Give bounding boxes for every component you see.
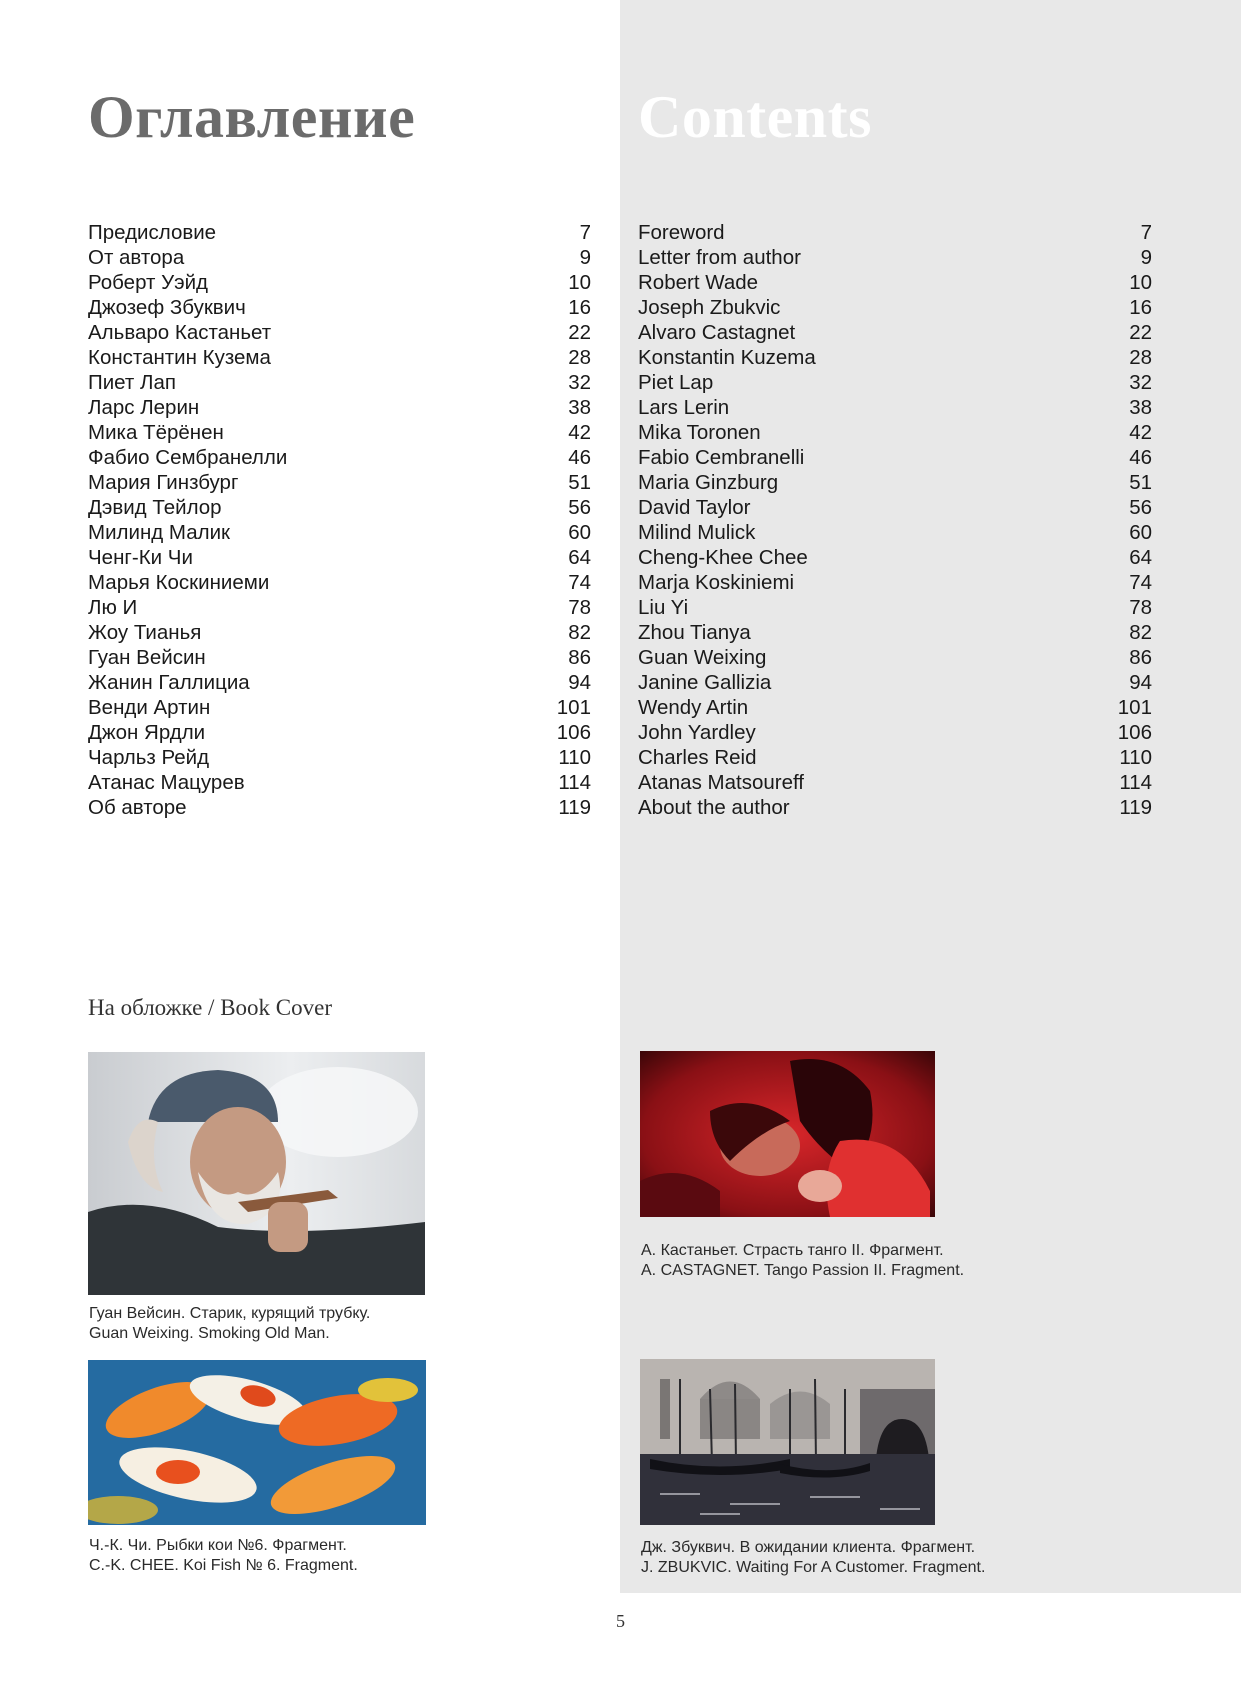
toc-row[interactable] <box>638 220 1152 245</box>
toc-row[interactable] <box>88 695 591 720</box>
toc-row[interactable] <box>638 695 1152 720</box>
toc-entry-page: 10 <box>1129 271 1152 294</box>
toc-entry-title: Maria Ginzburg <box>638 471 779 494</box>
toc-row[interactable] <box>638 520 1152 545</box>
caption-tango-passion <box>641 1241 964 1281</box>
toc-entry-page: 51 <box>568 471 591 494</box>
toc-row[interactable] <box>88 570 591 595</box>
toc-row[interactable] <box>638 270 1152 295</box>
toc-entry-title: Об авторе <box>88 796 187 819</box>
toc-entry-page: 101 <box>1117 696 1152 719</box>
toc-entry-page: 110 <box>1119 746 1152 769</box>
toc-entry-page: 22 <box>1129 321 1152 344</box>
toc-entry-page: 32 <box>1129 371 1152 394</box>
toc-row[interactable] <box>638 770 1152 795</box>
toc-entry-title: От автора <box>88 246 185 269</box>
toc-row[interactable] <box>88 445 591 470</box>
toc-entry-title: Роберт Уэйд <box>88 271 209 294</box>
toc-row[interactable] <box>88 670 591 695</box>
toc-row[interactable] <box>88 720 591 745</box>
toc-entry-title: Мика Тёрёнен <box>88 421 224 444</box>
painting-koi-fish-image <box>88 1360 426 1525</box>
toc-row[interactable] <box>638 345 1152 370</box>
toc-entry-title: Марья Коскиниеми <box>88 571 270 594</box>
toc-entry-title: Ченг-Ки Чи <box>88 546 193 569</box>
toc-row[interactable] <box>88 770 591 795</box>
toc-entry-page: 110 <box>558 746 591 769</box>
toc-entry-title: Cheng-Khee Chee <box>638 546 808 569</box>
toc-row[interactable] <box>88 595 591 620</box>
toc-entry-page: 64 <box>1129 546 1152 569</box>
toc-entry-title: Предисловие <box>88 221 217 244</box>
toc-row[interactable] <box>638 595 1152 620</box>
toc-entry-page: 38 <box>568 396 591 419</box>
toc-row[interactable] <box>638 670 1152 695</box>
book-cover-heading: На обложке / Book Cover <box>88 995 332 1020</box>
toc-entry-title: Milind Mulick <box>638 521 756 544</box>
painting-smoking-old-man <box>88 1052 425 1295</box>
toc-entry-title: Alvaro Castagnet <box>638 321 796 344</box>
toc-entry-page: 42 <box>1129 421 1152 444</box>
toc-entry-page: 9 <box>1140 246 1152 269</box>
toc-entry-page: 119 <box>558 796 591 819</box>
toc-entry-page: 42 <box>568 421 591 444</box>
toc-entry-title: Charles Reid <box>638 746 757 769</box>
toc-row[interactable] <box>638 245 1152 270</box>
toc-entry-page: 64 <box>568 546 591 569</box>
toc-entry-page: 16 <box>1129 296 1152 319</box>
toc-entry-page: 78 <box>1129 596 1152 619</box>
toc-entry-title: Гуан Вейсин <box>88 646 206 669</box>
toc-entry-page: 60 <box>568 521 591 544</box>
toc-entry-page: 46 <box>1129 446 1152 469</box>
toc-entry-title: Пиет Лап <box>88 371 176 394</box>
toc-row[interactable] <box>638 645 1152 670</box>
toc-entry-page: 56 <box>568 496 591 519</box>
toc-row[interactable] <box>88 345 591 370</box>
toc-entry-title: Wendy Artin <box>638 696 749 719</box>
toc-entry-title: About the author <box>638 796 790 819</box>
toc-entry-title: Жоу Тианья <box>88 621 202 644</box>
painting-waiting-for-a-customer-image <box>640 1359 935 1525</box>
caption-line-en: C.-K. CHEE. Koi Fish № 6. Fragment. <box>89 1557 358 1574</box>
toc-entry-title: Robert Wade <box>638 271 759 294</box>
toc-row[interactable] <box>638 495 1152 520</box>
toc-row[interactable] <box>88 495 591 520</box>
toc-entry-title: Marja Koskiniemi <box>638 571 795 594</box>
toc-entry-page: 82 <box>568 621 591 644</box>
caption-line-ru: Гуан Вейсин. Старик, курящий трубку. <box>89 1305 371 1322</box>
toc-entry-title: Zhou Tianya <box>638 621 751 644</box>
painting-waiting-for-a-customer <box>640 1359 935 1525</box>
toc-entry-page: 86 <box>568 646 591 669</box>
toc-entry-title: Атанас Мацурев <box>88 771 245 794</box>
caption-line-ru: А. Кастаньет. Страсть танго II. Фрагмент. <box>641 1242 944 1259</box>
toc-entry-page: 94 <box>1129 671 1152 694</box>
toc-row[interactable] <box>88 745 591 770</box>
toc-entry-page: 101 <box>556 696 591 719</box>
toc-row[interactable] <box>88 270 591 295</box>
caption-smoking-old-man <box>89 1304 370 1344</box>
toc-entry-page: 16 <box>568 296 591 319</box>
toc-row[interactable] <box>88 795 591 820</box>
toc-row[interactable] <box>88 220 591 245</box>
toc-entry-page: 46 <box>568 446 591 469</box>
toc-entry-title: Ларс Лерин <box>88 396 200 419</box>
toc-entry-title: Мария Гинзбург <box>88 471 239 494</box>
toc-entry-title: Konstantin Kuzema <box>638 346 816 369</box>
toc-entry-page: 119 <box>1119 796 1152 819</box>
toc-row[interactable] <box>638 420 1152 445</box>
painting-smoking-old-man-image <box>88 1052 425 1295</box>
toc-entry-page: 106 <box>556 721 591 744</box>
caption-line-ru: Дж. Збуквич. В ожидании клиента. Фрагмент. <box>641 1539 976 1556</box>
toc-row[interactable] <box>88 370 591 395</box>
toc-entry-page: 32 <box>568 371 591 394</box>
toc-row[interactable] <box>638 720 1152 745</box>
toc-list-ru <box>88 220 591 820</box>
toc-row[interactable] <box>638 545 1152 570</box>
toc-entry-page: 56 <box>1129 496 1152 519</box>
painting-tango-passion-image <box>640 1051 935 1217</box>
toc-entry-title: Милинд Малик <box>88 521 231 544</box>
toc-entry-title: Piet Lap <box>638 371 714 394</box>
page-number: 5 <box>616 1611 625 1631</box>
toc-entry-title: Константин Кузема <box>88 346 271 369</box>
toc-row[interactable] <box>638 445 1152 470</box>
toc-entry-page: 106 <box>1117 721 1152 744</box>
toc-entry-title: Жанин Галлициа <box>88 671 250 694</box>
toc-entry-title: Mika Toronen <box>638 421 761 444</box>
toc-row[interactable] <box>88 520 591 545</box>
caption-waiting-for-a-customer <box>641 1538 985 1578</box>
painting-tango-passion <box>640 1051 935 1217</box>
toc-entry-title: Чарльз Рейд <box>88 746 210 769</box>
toc-row[interactable] <box>638 370 1152 395</box>
toc-entry-title: Дэвид Тейлор <box>88 496 222 519</box>
toc-entry-title: Lars Lerin <box>638 396 730 419</box>
toc-entry-title: Liu Yi <box>638 596 689 619</box>
toc-entry-page: 51 <box>1129 471 1152 494</box>
page-title-en: Contents <box>638 84 873 150</box>
caption-line-en: A. CASTAGNET. Tango Passion II. Fragment. <box>641 1262 965 1279</box>
toc-entry-page: 74 <box>568 571 591 594</box>
toc-entry-title: David Taylor <box>638 496 751 519</box>
toc-entry-page: 78 <box>568 596 591 619</box>
toc-entry-page: 38 <box>1129 396 1152 419</box>
toc-entry-page: 82 <box>1129 621 1152 644</box>
toc-entry-page: 28 <box>1129 346 1152 369</box>
toc-entry-title: Joseph Zbukvic <box>638 296 781 319</box>
toc-entry-page: 7 <box>1140 221 1152 244</box>
toc-row[interactable] <box>638 570 1152 595</box>
caption-koi-fish <box>89 1536 358 1576</box>
toc-entry-page: 60 <box>1129 521 1152 544</box>
toc-entry-title: Лю И <box>88 596 138 619</box>
toc-entry-title: Atanas Matsoureff <box>638 771 804 794</box>
toc-list-en <box>638 220 1152 820</box>
toc-row[interactable] <box>638 795 1152 820</box>
toc-entry-page: 10 <box>568 271 591 294</box>
toc-row[interactable] <box>638 470 1152 495</box>
toc-row[interactable] <box>638 620 1152 645</box>
toc-row[interactable] <box>88 245 591 270</box>
painting-koi-fish <box>88 1360 426 1525</box>
caption-line-en: Guan Weixing. Smoking Old Man. <box>89 1325 330 1342</box>
toc-entry-title: Janine Gallizia <box>638 671 772 694</box>
toc-row[interactable] <box>88 620 591 645</box>
toc-row[interactable] <box>88 295 591 320</box>
toc-row[interactable] <box>88 545 591 570</box>
toc-row[interactable] <box>88 395 591 420</box>
toc-entry-page: 114 <box>558 771 591 794</box>
toc-row[interactable] <box>638 745 1152 770</box>
toc-row[interactable] <box>638 295 1152 320</box>
toc-entry-page: 74 <box>1129 571 1152 594</box>
toc-entry-title: Джон Ярдли <box>88 721 206 744</box>
toc-entry-title: Фабио Сембранелли <box>88 446 288 469</box>
page-title-ru: Оглавление <box>88 84 416 150</box>
toc-row[interactable] <box>638 395 1152 420</box>
caption-line-en: J. ZBUKVIC. Waiting For A Customer. Fragment. <box>641 1559 986 1576</box>
toc-row[interactable] <box>88 420 591 445</box>
toc-entry-title: Венди Артин <box>88 696 211 719</box>
toc-entry-title: Fabio Cembranelli <box>638 446 805 469</box>
toc-entry-title: Guan Weixing <box>638 646 767 669</box>
toc-entry-title: John Yardley <box>638 721 756 744</box>
toc-entry-page: 86 <box>1129 646 1152 669</box>
toc-entry-title: Letter from author <box>638 246 801 269</box>
toc-entry-title: Альваро Кастаньет <box>88 321 272 344</box>
toc-entry-page: 7 <box>579 221 591 244</box>
toc-entry-page: 28 <box>568 346 591 369</box>
toc-entry-page: 114 <box>1119 771 1152 794</box>
toc-row[interactable] <box>88 645 591 670</box>
toc-row[interactable] <box>88 320 591 345</box>
toc-entry-title: Foreword <box>638 221 725 244</box>
toc-entry-page: 94 <box>568 671 591 694</box>
toc-entry-page: 22 <box>568 321 591 344</box>
caption-line-ru: Ч.-К. Чи. Рыбки кои №6. Фрагмент. <box>89 1537 347 1554</box>
toc-entry-page: 9 <box>579 246 591 269</box>
toc-row[interactable] <box>88 470 591 495</box>
toc-row[interactable] <box>638 320 1152 345</box>
toc-entry-title: Джозеф Збуквич <box>88 296 246 319</box>
